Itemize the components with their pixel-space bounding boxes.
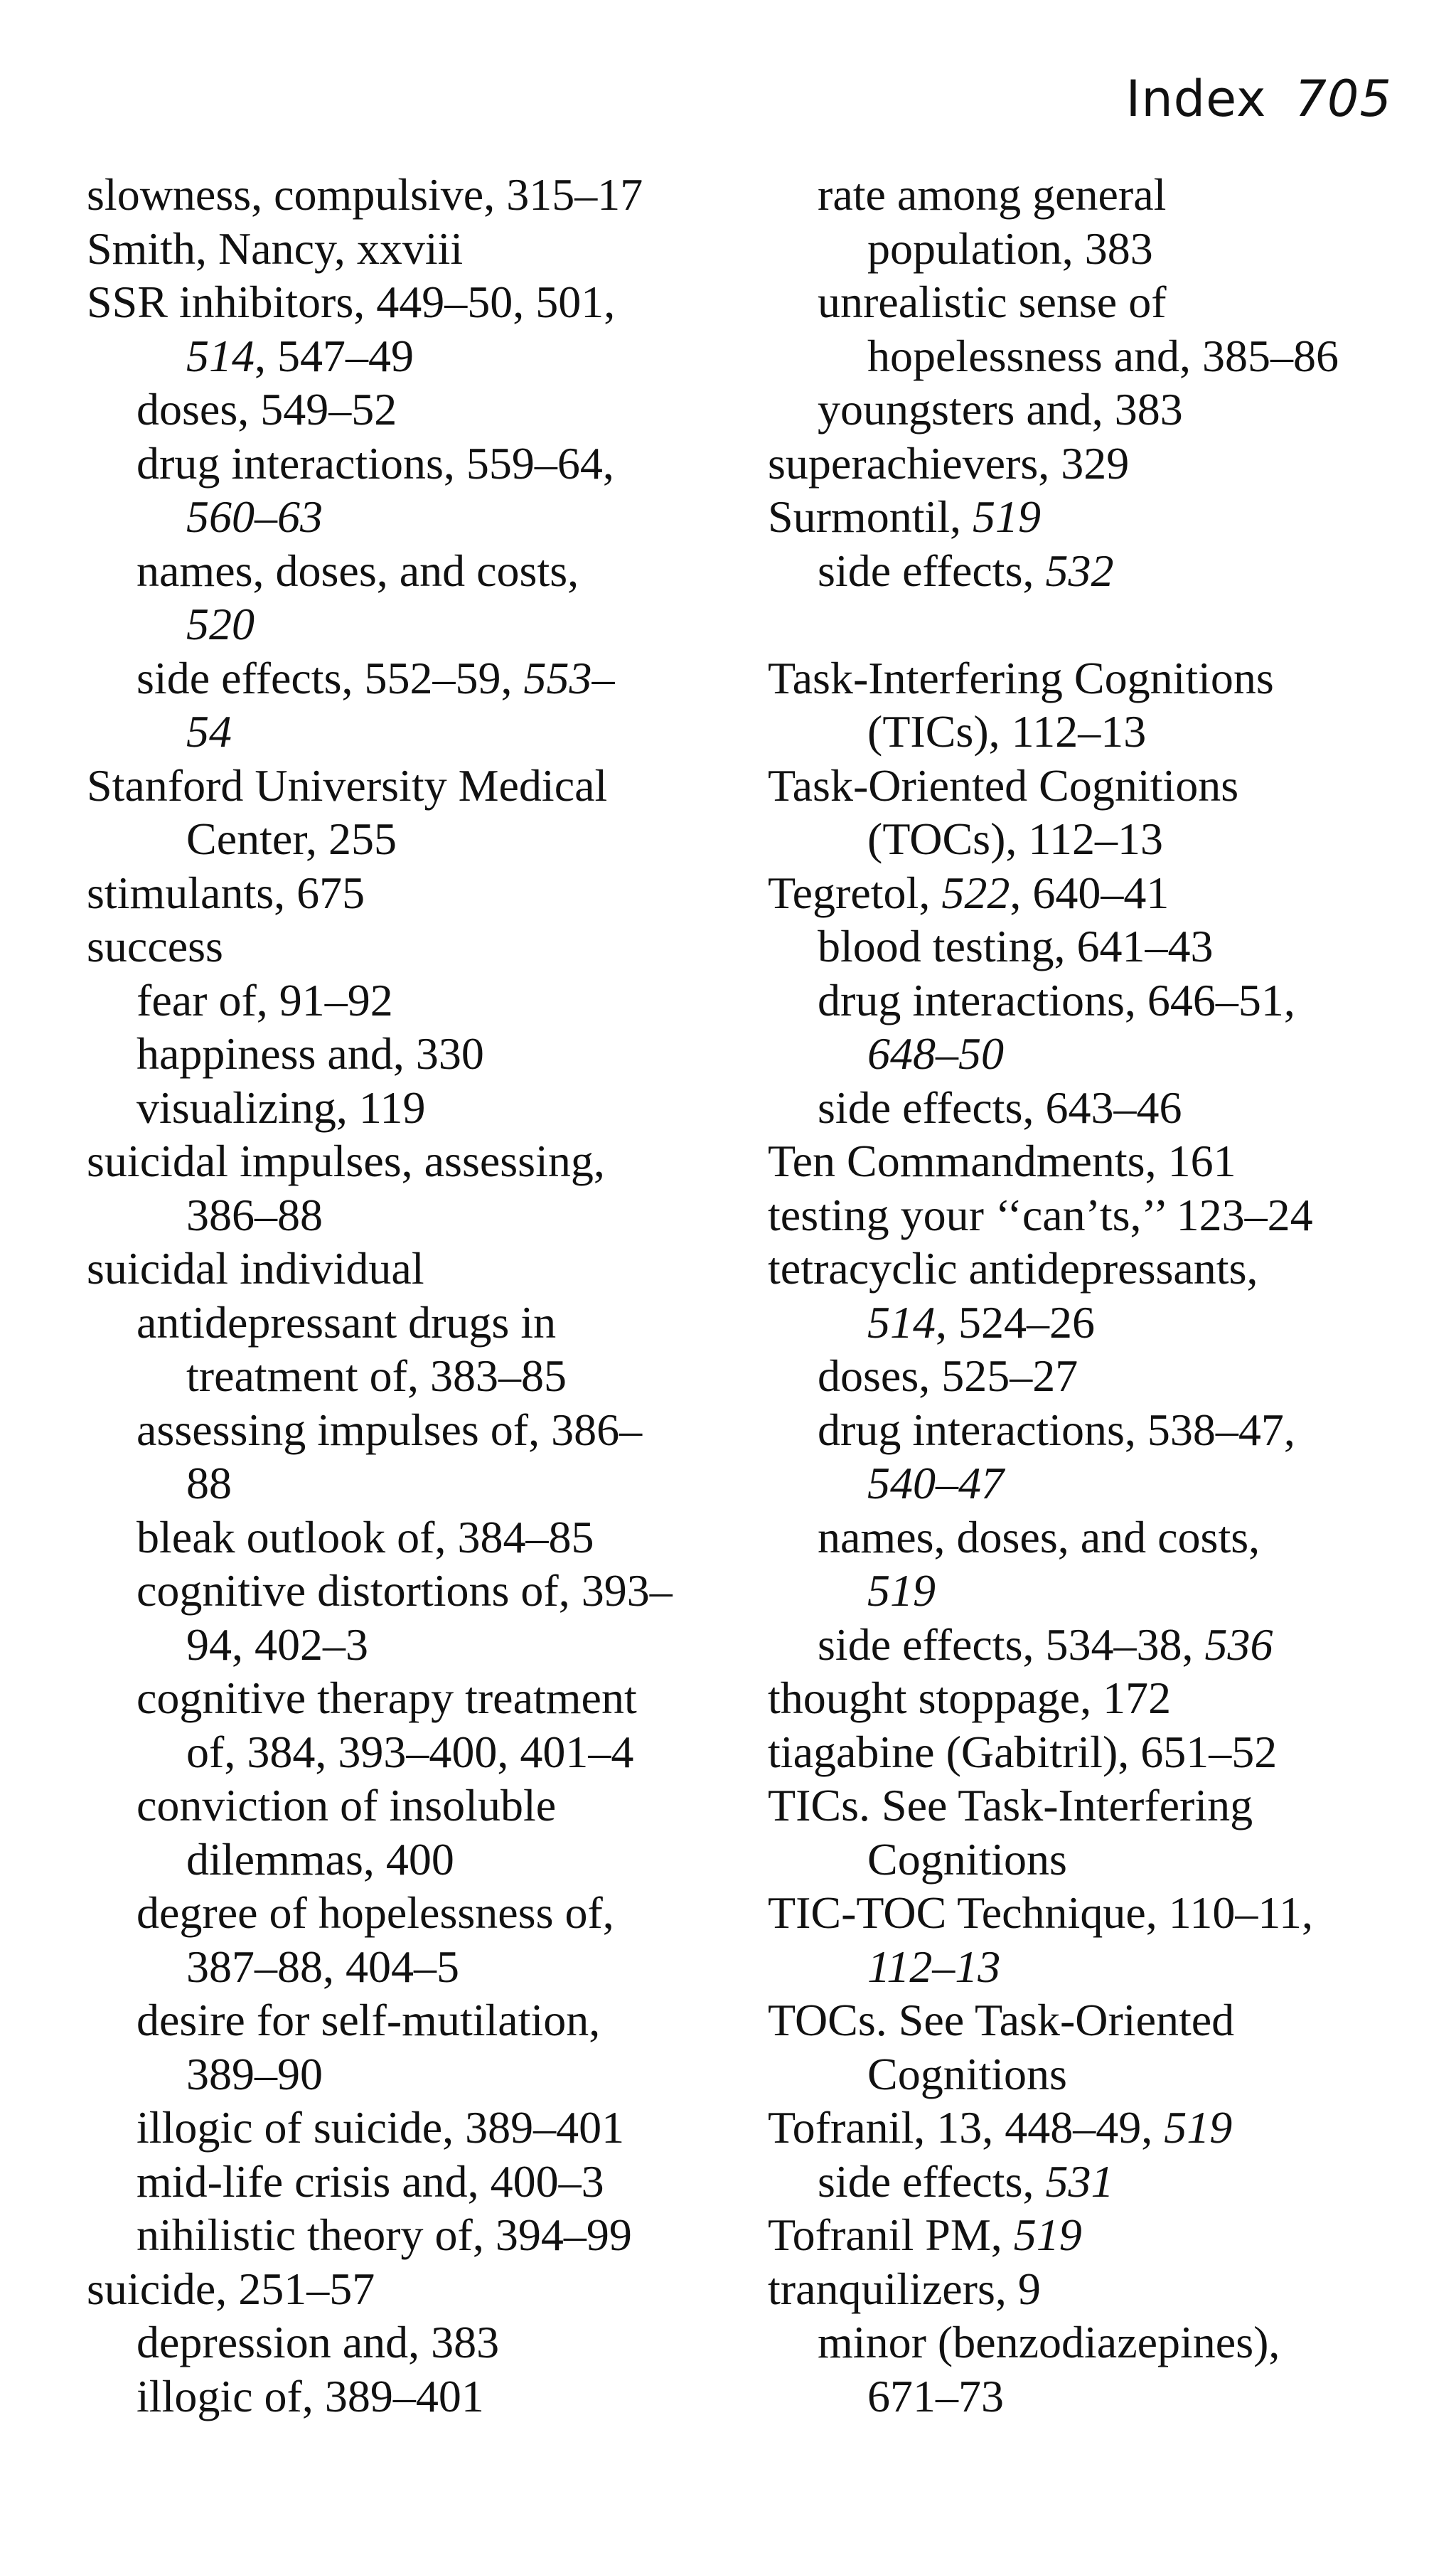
index-entry-continuation xyxy=(87,705,712,759)
index-main-entry xyxy=(87,222,712,276)
index-entry-continuation xyxy=(768,1456,1408,1510)
page-ref-italic: 514 xyxy=(186,330,255,381)
index-subentry xyxy=(768,2155,1408,2209)
index-main-entry xyxy=(87,168,712,222)
entry-text: side effects, xyxy=(818,2155,1046,2207)
entry-text: TIC-TOC Technique, 110–11, xyxy=(768,1887,1313,1938)
entry-text: names, doses, and costs, xyxy=(136,545,579,596)
entry-text: hopelessness and, 385–86 xyxy=(867,330,1339,381)
index-main-entry xyxy=(768,1779,1408,1833)
index-main-entry xyxy=(87,275,712,329)
page-ref-italic: 553– xyxy=(523,652,615,703)
entry-text: suicidal individual xyxy=(87,1243,424,1294)
index-subentry xyxy=(87,1564,712,1618)
index-subentry xyxy=(87,2101,712,2155)
page-ref-italic: 536 xyxy=(1204,1619,1273,1670)
entry-text: Tofranil PM, xyxy=(768,2210,1014,2260)
index-subentry xyxy=(87,1403,712,1457)
entry-text: doses, 525–27 xyxy=(818,1350,1078,1401)
index-main-entry xyxy=(768,1134,1408,1188)
entry-text: Tofranil, 13, 448–49, xyxy=(768,2102,1165,2153)
entry-text: drug interactions, 538–47, xyxy=(818,1404,1295,1455)
entry-text: doses, 549–52 xyxy=(136,384,397,435)
entry-text: superachievers, 329 xyxy=(768,437,1130,489)
entry-text: side effects, xyxy=(818,545,1046,596)
index-subentry xyxy=(87,1296,712,1350)
entry-text: 94, 402–3 xyxy=(186,1619,368,1670)
index-subentry xyxy=(87,2315,712,2370)
entry-text: side effects, 534–38, xyxy=(818,1619,1205,1670)
entry-text: tiagabine (Gabitril), 651–52 xyxy=(768,1726,1278,1777)
entry-text: 387–88, 404–5 xyxy=(186,1941,459,1992)
entry-text: dilemmas, 400 xyxy=(186,1833,454,1885)
entry-text: mid-life crisis and, 400–3 xyxy=(136,2155,604,2207)
index-entry-continuation xyxy=(87,1725,712,1779)
entry-text: illogic of suicide, 389–401 xyxy=(136,2102,625,2153)
entry-text: minor (benzodiazepines), xyxy=(818,2317,1280,2367)
page-ref-italic: 519 xyxy=(1013,2210,1082,2260)
index-subentry xyxy=(87,2370,712,2424)
entry-text: , 524–26 xyxy=(936,1296,1095,1348)
entry-text: side effects, 552–59, xyxy=(136,652,524,703)
index-subentry xyxy=(87,2155,712,2209)
index-subentry xyxy=(768,168,1408,222)
index-main-entry xyxy=(768,1993,1408,2047)
entry-text: stimulants, 675 xyxy=(87,867,365,918)
entry-text: TICs. See Task-Interfering xyxy=(768,1780,1253,1830)
entry-text: 386–88 xyxy=(186,1189,323,1240)
entry-text: Tegretol, xyxy=(768,867,942,918)
index-entry-continuation xyxy=(768,2047,1408,2101)
index-main-entry xyxy=(768,2208,1408,2262)
index-entry-continuation xyxy=(768,222,1408,276)
index-main-entry xyxy=(768,759,1408,813)
running-head xyxy=(1126,70,1392,128)
page-ref-italic: 560–63 xyxy=(186,491,323,542)
page-ref-italic: 531 xyxy=(1045,2155,1114,2207)
entry-text: depression and, 383 xyxy=(136,2317,500,2367)
index-main-entry xyxy=(87,920,712,974)
index-main-entry xyxy=(768,1886,1408,1940)
page-ref-italic: 520 xyxy=(186,599,255,649)
entry-text: tetracyclic antidepressants, xyxy=(768,1243,1258,1294)
entry-text: thought stoppage, 172 xyxy=(768,1673,1172,1723)
index-subentry xyxy=(87,437,712,491)
index-subentry xyxy=(87,1993,712,2047)
index-entry-continuation xyxy=(87,490,712,544)
index-column-left xyxy=(87,168,712,2423)
entry-text: treatment of, 383–85 xyxy=(186,1350,567,1401)
entry-text: 88 xyxy=(186,1458,232,1508)
entry-text: visualizing, 119 xyxy=(136,1082,426,1133)
index-entry-continuation xyxy=(87,1833,712,1887)
page-ref-italic: 532 xyxy=(1045,545,1114,596)
index-entry-continuation xyxy=(87,1940,712,1994)
index-column-right xyxy=(768,168,1408,2423)
page-ref-italic: 540–47 xyxy=(867,1458,1004,1508)
entry-text: drug interactions, 559–64, xyxy=(136,437,614,489)
entry-text: of, 384, 393–400, 401–4 xyxy=(186,1726,634,1777)
index-main-entry xyxy=(768,437,1408,491)
entry-text: illogic of, 389–401 xyxy=(136,2370,484,2421)
index-entry-continuation xyxy=(87,1456,712,1510)
entry-text: Cognitions xyxy=(867,2048,1067,2099)
entry-text: youngsters and, 383 xyxy=(818,384,1183,435)
index-entry-continuation xyxy=(768,1027,1408,1081)
index-entry-continuation xyxy=(87,1188,712,1242)
entry-text: slowness, compulsive, 315–17 xyxy=(87,169,643,220)
index-entry-continuation xyxy=(87,1618,712,1672)
page-ref-italic: 112–13 xyxy=(867,1941,1001,1992)
entry-text: Task-Interfering Cognitions xyxy=(768,652,1274,703)
index-subentry xyxy=(768,920,1408,974)
entry-text: antidepressant drugs in xyxy=(136,1296,557,1348)
index-main-entry xyxy=(768,651,1408,705)
index-main-entry xyxy=(768,1188,1408,1242)
index-subentry xyxy=(768,1403,1408,1457)
entry-text: success xyxy=(87,921,223,971)
entry-text: Surmontil, xyxy=(768,491,973,542)
page-number: 705 xyxy=(1295,70,1392,128)
index-main-entry xyxy=(768,1242,1408,1296)
index-entry-continuation xyxy=(768,1296,1408,1350)
entry-text: happiness and, 330 xyxy=(136,1028,484,1079)
entry-text: rate among general xyxy=(818,169,1167,220)
entry-text: (TICs), 112–13 xyxy=(867,706,1147,757)
index-subentry xyxy=(87,1510,712,1565)
index-main-entry xyxy=(768,2101,1408,2155)
entry-text: nihilistic theory of, 394–99 xyxy=(136,2210,632,2260)
index-subentry xyxy=(87,1886,712,1940)
entry-text: side effects, 643–46 xyxy=(818,1082,1182,1133)
index-subentry xyxy=(768,275,1408,329)
entry-text: suicidal impulses, assessing, xyxy=(87,1136,605,1186)
index-entry-continuation xyxy=(768,1833,1408,1887)
entry-text: drug interactions, 646–51, xyxy=(818,974,1295,1025)
entry-text: Smith, Nancy, xxviii xyxy=(87,223,464,274)
index-subentry xyxy=(768,974,1408,1028)
entry-text: desire for self-mutilation, xyxy=(136,1995,601,2045)
entry-text: TOCs. See Task-Oriented xyxy=(768,1995,1235,2045)
index-entry-continuation xyxy=(768,1940,1408,1994)
entry-text: tranquilizers, 9 xyxy=(768,2263,1041,2314)
index-main-entry xyxy=(87,1134,712,1188)
index-subentry xyxy=(87,1671,712,1725)
entry-text: SSR inhibitors, 449–50, 501, xyxy=(87,277,616,327)
page-ref-italic: 648–50 xyxy=(867,1028,1004,1079)
index-main-entry xyxy=(768,866,1408,920)
index-subentry xyxy=(87,2208,712,2262)
entry-text: , 547–49 xyxy=(255,330,414,381)
index-subentry xyxy=(87,1779,712,1833)
entry-text: Cognitions xyxy=(867,1833,1067,1885)
entry-text: Ten Commandments, 161 xyxy=(768,1136,1236,1186)
entry-text: assessing impulses of, 386– xyxy=(136,1404,643,1455)
entry-text: cognitive therapy treatment xyxy=(136,1673,637,1723)
entry-text: unrealistic sense of xyxy=(818,277,1167,327)
index-entry-continuation xyxy=(768,2370,1408,2424)
entry-text: Stanford University Medical xyxy=(87,759,608,811)
entry-text: names, doses, and costs, xyxy=(818,1511,1260,1562)
index-main-entry xyxy=(768,2262,1408,2316)
index-subentry xyxy=(87,544,712,598)
entry-text: Task-Oriented Cognitions xyxy=(768,759,1239,811)
entry-text: degree of hopelessness of, xyxy=(136,1887,614,1938)
entry-text: conviction of insoluble xyxy=(136,1780,557,1830)
entry-text: fear of, 91–92 xyxy=(136,974,393,1025)
index-entry-continuation xyxy=(768,705,1408,759)
entry-text: population, 383 xyxy=(867,223,1153,274)
index-subentry xyxy=(768,1618,1408,1672)
entry-text: (TOCs), 112–13 xyxy=(867,814,1163,864)
index-entry-continuation xyxy=(87,2047,712,2101)
index-subentry xyxy=(87,383,712,437)
index-main-entry xyxy=(768,1725,1408,1779)
index-main-entry xyxy=(87,759,712,813)
index-subentry xyxy=(87,1027,712,1081)
entry-text: 389–90 xyxy=(186,2048,323,2099)
index-subentry xyxy=(768,1349,1408,1403)
index-main-entry xyxy=(87,866,712,920)
index-entry-continuation xyxy=(87,812,712,866)
index-main-entry xyxy=(87,1242,712,1296)
index-subentry xyxy=(768,544,1408,598)
index-main-entry xyxy=(768,1671,1408,1725)
index-subentry xyxy=(768,1510,1408,1565)
entry-text: , 640–41 xyxy=(1010,867,1169,918)
index-entry-continuation xyxy=(87,329,712,383)
entry-spacer xyxy=(768,597,1408,651)
index-main-entry xyxy=(768,490,1408,544)
entry-text: blood testing, 641–43 xyxy=(818,921,1214,971)
index-entry-continuation xyxy=(768,812,1408,866)
entry-text: 671–73 xyxy=(867,2370,1004,2421)
index-subentry xyxy=(768,2315,1408,2370)
page-ref-italic: 514 xyxy=(867,1296,936,1348)
index-subentry xyxy=(87,974,712,1028)
entry-text: Center, 255 xyxy=(186,814,397,864)
index-subentry xyxy=(768,1081,1408,1135)
page-ref-italic: 519 xyxy=(867,1565,936,1616)
running-head-title: Index xyxy=(1125,70,1267,128)
entry-text: cognitive distortions of, 393– xyxy=(136,1565,673,1616)
index-entry-continuation xyxy=(768,1564,1408,1618)
index-main-entry xyxy=(87,2262,712,2316)
page-ref-italic: 519 xyxy=(1164,2102,1233,2153)
page-ref-italic: 519 xyxy=(973,491,1042,542)
index-subentry xyxy=(87,1081,712,1135)
index-entry-continuation xyxy=(87,1349,712,1403)
page-ref-italic: 522 xyxy=(941,867,1010,918)
index-subentry xyxy=(87,651,712,705)
page-ref-italic: 54 xyxy=(186,706,232,757)
entry-text: testing your ‘‘can’ts,’’ 123–24 xyxy=(768,1189,1313,1240)
index-subentry xyxy=(768,383,1408,437)
index-entry-continuation xyxy=(87,597,712,651)
entry-text: bleak outlook of, 384–85 xyxy=(136,1511,594,1562)
entry-text: suicide, 251–57 xyxy=(87,2263,375,2314)
index-entry-continuation xyxy=(768,329,1408,383)
